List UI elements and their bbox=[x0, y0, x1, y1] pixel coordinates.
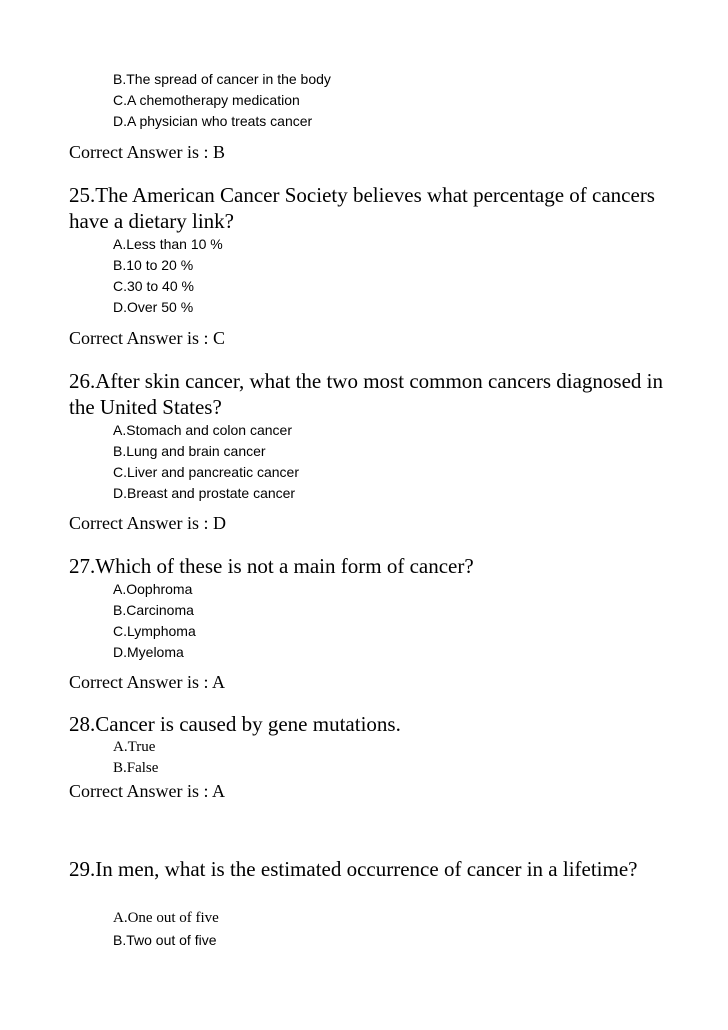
q26-option-d: D.Breast and prostate cancer bbox=[113, 485, 296, 501]
q27-option-a: A.Oophroma bbox=[113, 581, 193, 597]
q26-option-c: C.Liver and pancreatic cancer bbox=[113, 464, 299, 480]
q28-option-a: A.True bbox=[113, 739, 156, 755]
q25-option-d: D.Over 50 % bbox=[113, 299, 194, 315]
q24-correct-answer: Correct Answer is : B bbox=[69, 142, 225, 162]
q25-option-c: C.30 to 40 % bbox=[113, 278, 194, 294]
q24-option-b: B.The spread of cancer in the body bbox=[113, 71, 331, 87]
q27-option-b: B.Carcinoma bbox=[113, 602, 194, 618]
q28-correct-answer: Correct Answer is : A bbox=[69, 781, 225, 801]
q25-correct-answer: Correct Answer is : C bbox=[69, 328, 225, 348]
q26-option-a: A.Stomach and colon cancer bbox=[113, 422, 292, 438]
q29-question: 29.In men, what is the estimated occurrence of cancer in a lifetime? bbox=[69, 857, 638, 881]
q27-question: 27.Which of these is not a main form of cancer? bbox=[69, 554, 474, 578]
q28-question: 28.Cancer is caused by gene mutations. bbox=[69, 712, 401, 736]
q24-option-c: C.A chemotherapy medication bbox=[113, 92, 300, 108]
q29-option-a: A.One out of five bbox=[113, 910, 219, 926]
q27-option-d: D.Myeloma bbox=[113, 644, 184, 660]
q26-option-b: B.Lung and brain cancer bbox=[113, 443, 266, 459]
q24-option-d: D.A physician who treats cancer bbox=[113, 113, 313, 129]
q26-correct-answer: Correct Answer is : D bbox=[69, 513, 226, 533]
q26-question: 26.After skin cancer, what the two most common cancers diagnosed in the United States? bbox=[69, 369, 663, 419]
q29-option-b: B.Two out of five bbox=[113, 932, 217, 948]
q25-question: 25.The American Cancer Society believes what percentage of cancers have a dietary link? bbox=[69, 183, 655, 233]
q25-option-a: A.Less than 10 % bbox=[113, 236, 223, 252]
q25-option-b: B.10 to 20 % bbox=[113, 257, 194, 273]
q27-correct-answer: Correct Answer is : A bbox=[69, 672, 225, 692]
q27-option-c: C.Lymphoma bbox=[113, 623, 196, 639]
q28-option-b: B.False bbox=[113, 760, 159, 776]
